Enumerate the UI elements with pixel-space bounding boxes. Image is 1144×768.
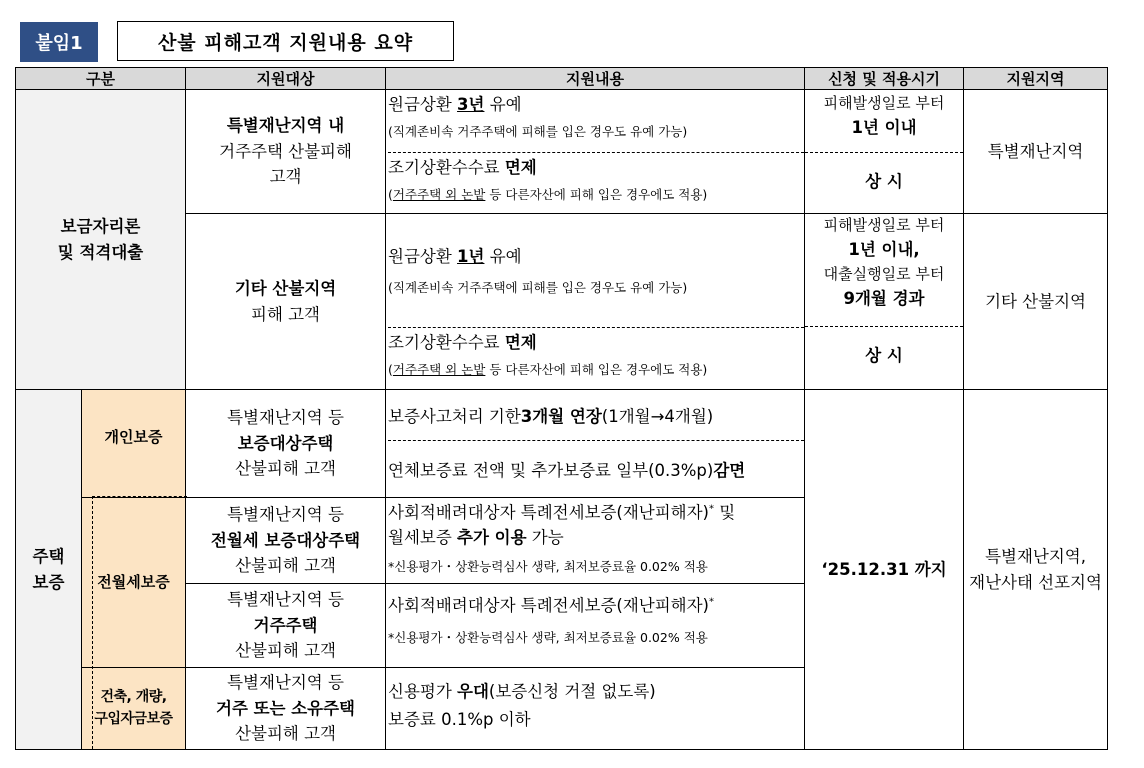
attachment-badge: 붙임1: [20, 22, 98, 62]
loan-special-period: 피해발생일로 부터 1년 이내 상 시: [805, 90, 964, 214]
header-target: 지원대상: [186, 68, 386, 90]
housing-period: ‘25.12.31 까지: [805, 390, 964, 750]
header-content: 지원내용: [386, 68, 805, 90]
header-period: 신청 및 적용시기: [805, 68, 964, 90]
housing-personal-target: 특별재난지역 등 보증대상주택 산불피해 고객: [186, 390, 386, 498]
loan-other-target: 기타 산불지역 피해 고객: [186, 214, 386, 390]
housing-jeonse-content-1: 사회적배려대상자 특례전세보증(재난피해자)* 및 월세보증 추가 이용 가능 *신용평가・상환능력심사 생략, 최저보증료율 0.02% 적용: [386, 498, 805, 584]
housing-jeonse-content-2: 사회적배려대상자 특례전세보증(재난피해자)* *신용평가・상환능력심사 생략, 최저보증료율 0.02% 적용: [386, 584, 805, 668]
loan-special-region: 특별재난지역: [964, 90, 1108, 214]
housing-personal-sub: 개인보증: [82, 390, 186, 498]
table-row: [16, 90, 1108, 214]
housing-category: 주택 보증: [16, 390, 82, 750]
housing-region: 특별재난지역, 재난사태 선포지역: [964, 390, 1108, 750]
table-row: [16, 390, 1108, 498]
loan-other-period: 피해발생일로 부터 1년 이내, 대출실행일로 부터 9개월 경과 상 시: [805, 214, 964, 390]
housing-construction-content: 신용평가 우대(보증신청 거절 없도록) 보증료 0.1%p 이하: [386, 668, 805, 750]
page-title: 산불 피해고객 지원내용 요약: [117, 21, 454, 61]
housing-jeonse-target-2: 특별재난지역 등 거주주택 산불피해 고객: [186, 584, 386, 668]
housing-construction-target: 특별재난지역 등 거주 또는 소유주택 산불피해 고객: [186, 668, 386, 750]
header-category: 구분: [16, 68, 186, 90]
jeonse-dashed-divider: [92, 496, 187, 749]
loan-special-content: 원금상환 3년 유예 (직계존비속 거주주택에 피해를 입은 경우도 유예 가능) 조기상환수수료 면제 (거주주택 외 논밭 등 다른자산에 피해 입은 경우에도 적용): [386, 90, 805, 214]
loan-other-region: 기타 산불지역: [964, 214, 1108, 390]
loan-special-target: 특별재난지역 내 거주주택 산불피해 고객: [186, 90, 386, 214]
header-region: 지원지역: [964, 68, 1108, 90]
loan-category: 보금자리론 및 적격대출: [16, 90, 186, 390]
housing-jeonse-target-1: 특별재난지역 등 전월세 보증대상주택 산불피해 고객: [186, 498, 386, 584]
housing-jeonse-sub: 전월세보증: [82, 498, 186, 668]
loan-other-content: 원금상환 1년 유예 (직계존비속 거주주택에 피해를 입은 경우도 유예 가능) 조기상환수수료 면제 (거주주택 외 논밭 등 다른자산에 피해 입은 경우에도 적용): [386, 214, 805, 390]
housing-construction-sub: 건축, 개량, 구입자금보증: [82, 668, 186, 750]
table-header-row: [16, 68, 1108, 90]
housing-personal-content: 보증사고처리 기한 3개월 연장 (1개월→4개월) 연체보증료 전액 및 추가보증료 일부(0.3%p) 감면: [386, 390, 805, 498]
